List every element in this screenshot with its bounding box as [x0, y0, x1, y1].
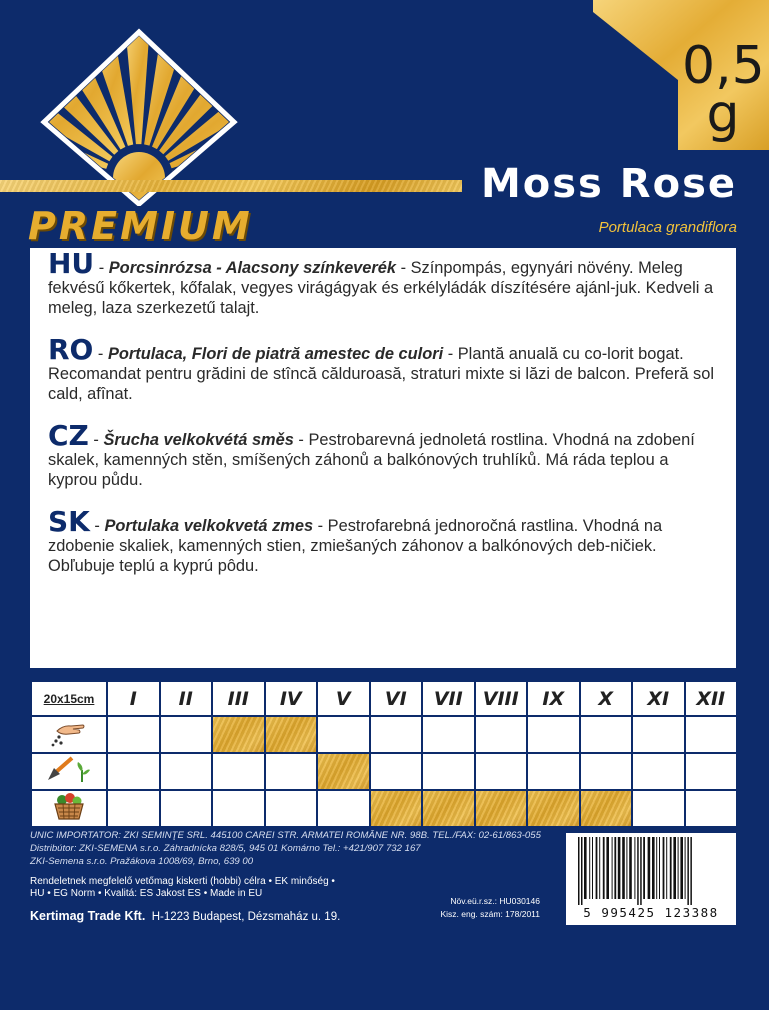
barcode-bar — [685, 837, 686, 899]
month-header: IV — [265, 681, 318, 716]
calendar-cell — [212, 753, 265, 790]
calendar-cell-active — [212, 716, 265, 753]
month-header: IX — [527, 681, 580, 716]
weight-value: 0,5 — [682, 36, 765, 96]
month-header: VIII — [475, 681, 528, 716]
calendar-cell — [160, 716, 213, 753]
company-name: Kertimag Trade Kft. — [30, 909, 146, 923]
description-panel — [30, 248, 736, 668]
barcode-bar — [599, 837, 600, 899]
month-header: XII — [685, 681, 738, 716]
premium-badge: PREMIUM — [28, 204, 253, 248]
barcode-bar — [652, 837, 655, 899]
calendar-cell — [265, 753, 318, 790]
barcode-bar — [680, 837, 683, 899]
calendar-cell — [580, 716, 633, 753]
calendar-cell-active — [422, 790, 475, 827]
calendar-cell — [265, 790, 318, 827]
barcode-bar — [581, 837, 583, 905]
lang-block-cz: CZ - Šrucha velkokvétá směs - Pestrobarevná jednoletá rostlina. Vhodná na zdobení skalek, kamenných stěn, smíšených záhonů a balkónových truhlíků. Má ráda teplou a kyprou půdu. — [48, 419, 695, 489]
barcode-bar — [666, 837, 667, 899]
barcode-bar — [606, 837, 609, 899]
weight-unit: g — [706, 84, 740, 144]
barcode-bar — [622, 837, 625, 899]
barcode-bar — [578, 837, 580, 905]
barcode-bar — [592, 837, 593, 899]
calendar-cell-active — [317, 753, 370, 790]
month-header: V — [317, 681, 370, 716]
calendar-cell-active — [265, 716, 318, 753]
calendar-cell — [632, 753, 685, 790]
month-header: III — [212, 681, 265, 716]
barcode-bar — [640, 837, 642, 905]
reg-number-2: Kisz. eng. szám: 178/2011 — [440, 909, 540, 919]
registration-info — [432, 895, 540, 921]
calendar-cell — [685, 790, 738, 827]
calendar-cell — [160, 790, 213, 827]
barcode-bar — [659, 837, 660, 899]
importer-line: UNIC IMPORTATOR: ZKI SEMINŢE SRL. 445100 CAREI STR. ARMATEI ROMÂNE NR. 98B. TEL./FAX: 02-61/863-055 — [30, 830, 541, 841]
calendar-cell — [107, 753, 160, 790]
barcode-bar — [648, 837, 651, 899]
calendar-cell — [527, 716, 580, 753]
barcode-bars — [572, 837, 730, 905]
sun-disc — [113, 152, 165, 204]
quality-note-2: HU • EG Norm • Kvalitá: ES Jakost ES • Made in EU — [30, 888, 263, 899]
barcode-bar — [687, 837, 689, 905]
calendar-cell — [107, 790, 160, 827]
calendar-cell — [107, 716, 160, 753]
calendar-cell — [632, 716, 685, 753]
calendar-cell — [580, 753, 633, 790]
calendar-cell — [422, 753, 475, 790]
month-header: XI — [632, 681, 685, 716]
cz-address-line: ZKI-Semena s.r.o. Pražákova 1008/69, Brno, 639 00 — [30, 856, 254, 867]
barcode-bar — [670, 837, 672, 899]
lang-block-ro: RO - Portulaca, Flori de piatră amestec de culori - Plantă anuală cu co-lorit bogat. Recomandat pentru grădini de stîncă călduroasă, straturi mixte si lăzi de balcon. Preferă sol cald, afînat. — [48, 333, 714, 403]
calendar-cell — [317, 716, 370, 753]
calendar-cell — [632, 790, 685, 827]
barcode-number: 5 995425 123388 — [583, 905, 719, 920]
barcode — [566, 833, 736, 925]
month-header: II — [160, 681, 213, 716]
barcode-bar — [673, 837, 676, 899]
barcode-bar — [589, 837, 590, 899]
calendar-cell — [527, 753, 580, 790]
barcode-bar — [629, 837, 632, 899]
trowel-seedling-icon — [31, 753, 107, 790]
calendar-cell — [685, 716, 738, 753]
hand-sowing-icon — [31, 716, 107, 753]
barcode-bar — [614, 837, 616, 899]
gold-rule — [0, 180, 462, 192]
calendar-cell — [475, 716, 528, 753]
barcode-bar — [603, 837, 605, 899]
barcode-bar — [656, 837, 657, 899]
barcode-bar — [663, 837, 665, 899]
month-header: I — [107, 681, 160, 716]
quality-note-1: Rendeletnek megfelelő vetőmag kiskerti (hobbi) célra • EK minőség • — [30, 876, 335, 887]
barcode-bar — [643, 837, 645, 899]
plant-spacing: 20x15cm — [31, 681, 107, 716]
barcode-bar — [637, 837, 639, 905]
flower-basket-icon — [31, 790, 107, 827]
calendar-cell — [475, 753, 528, 790]
month-header: VII — [422, 681, 475, 716]
calendar-row-harvest — [31, 790, 737, 827]
reg-number-1: Növ.eü.r.sz.: HU030146 — [450, 896, 540, 906]
calendar-row-planting — [31, 753, 737, 790]
company-address: H-1223 Budapest, Dézsmaház u. 19. — [151, 911, 341, 923]
calendar-header-row — [31, 681, 737, 716]
barcode-bar — [678, 837, 679, 899]
calendar-cell — [685, 753, 738, 790]
distributor-line: Distribútor: ZKI-SEMENA s.r.o. Záhradnícka 828/5, 945 01 Komárno Tel.: +421/907 732 167 — [30, 843, 421, 854]
barcode-bar — [626, 837, 627, 899]
barcode-bar — [634, 837, 635, 899]
calendar-cell — [422, 716, 475, 753]
barcode-bar — [596, 837, 598, 899]
barcode-bar — [690, 837, 692, 905]
lang-block-hu: HU - Porcsinrózsa - Alacsony színkeverék - Színpompás, egynyári növény. Meleg fekvésű kőkertek, kőfalak, vegyes virágágyak és erkélyládák díszítésére ajánl-juk. Kedveli a meleg, laza szerkezetű talajt. — [48, 247, 714, 317]
calendar-cell — [370, 716, 423, 753]
calendar-cell — [317, 790, 370, 827]
calendar-cell-active — [580, 790, 633, 827]
latin-name: Portulaca grandiflora — [598, 219, 737, 236]
barcode-bar — [584, 837, 587, 899]
calendar-cell-active — [527, 790, 580, 827]
calendar-row-sowing — [31, 716, 737, 753]
calendar-cell-active — [370, 790, 423, 827]
lang-block-sk: SK - Portulaka velkokvetá zmes - Pestrofarebná jednoročná rastlina. Vhodná na zdobenie skaliek, kamenných stien, zmiešaných záhonov a balkónových deb-ničiek. Obľubuje teplú a kyprú pôdu. — [48, 505, 663, 575]
calendar-cell-active — [475, 790, 528, 827]
calendar-cell — [212, 790, 265, 827]
calendar-cell — [370, 753, 423, 790]
calendar-cell — [160, 753, 213, 790]
barcode-bar — [612, 837, 613, 899]
sowing-calendar — [30, 680, 738, 828]
month-header: X — [580, 681, 633, 716]
product-title: Moss Rose — [480, 161, 737, 207]
barcode-bar — [618, 837, 621, 899]
month-header: VI — [370, 681, 423, 716]
